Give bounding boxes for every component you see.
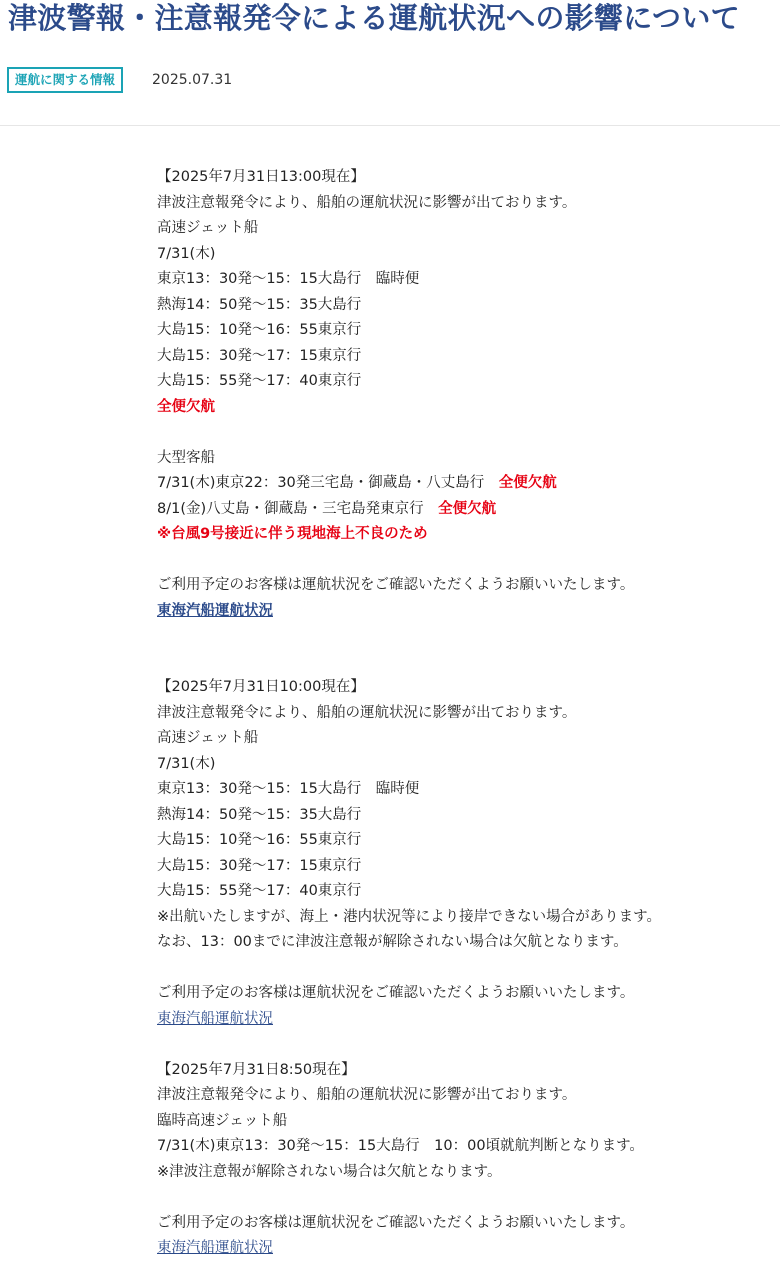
spacer — [157, 1032, 767, 1058]
spacer — [157, 1185, 767, 1211]
spacer — [157, 548, 767, 574]
jet-trip: 大島15：30発～17：15東京行 — [157, 347, 362, 364]
spacer — [157, 956, 767, 982]
jet-trip: 大島15：55発～17：40東京行 — [157, 373, 362, 389]
update-intro: 津波注意報発令により、船舶の運航状況に影響が出ております。 — [157, 1087, 577, 1103]
large-ship-trip-text: 7/31(木)東京22：30発三宅島・御蔵島・八丈島行 — [157, 475, 485, 491]
page-title: 津波警報・注意報発令による運航状況への影響について — [8, 1, 740, 35]
update-timestamp: 【2025年7月31日8:50現在】 — [157, 1061, 356, 1078]
jet-trip: 熱海14：50発～15：35大島行 — [157, 296, 362, 313]
jet-trip: 大島15：10発～16：55東京行 — [157, 322, 362, 338]
update-1300 — [157, 165, 767, 675]
large-ship-cancel-status: 全便欠航 — [438, 500, 497, 517]
update-intro: 津波注意報発令により、船舶の運航状況に影響が出ております。 — [157, 194, 577, 211]
update-0850 — [157, 1058, 767, 1262]
large-ship-trip-text: 8/1(金)八丈島・御蔵島・三宅島発東京行 — [157, 500, 424, 517]
jet-trip: 大島15：10発～16：55東京行 — [157, 832, 362, 848]
update-timestamp: 【2025年7月31日13:00現在】 — [157, 169, 365, 185]
spacer — [157, 420, 767, 446]
spacer — [157, 624, 767, 650]
typhoon-note: ※台風9号接近に伴う現地海上不良のため — [157, 526, 428, 542]
jet-heading: 高速ジェット船 — [157, 730, 259, 746]
jet-cancel-status: 全便欠航 — [157, 398, 215, 415]
spacer — [157, 650, 767, 676]
request-text: ご利用予定のお客様は運航状況をご確認いただくようお願いいたします。 — [157, 985, 635, 1001]
operation-status-link[interactable]: 東海汽船運航状況 — [157, 1240, 273, 1256]
jet-date: 7/31(木) — [157, 755, 216, 772]
operation-status-link[interactable]: 東海汽船運航状況 — [157, 602, 273, 619]
category-tag[interactable]: 運航に関する情報 — [7, 67, 123, 93]
large-ship-trip — [157, 497, 767, 523]
cancel-condition-note: ※津波注意報が解除されない場合は欠航となります。 — [157, 1163, 502, 1180]
update-timestamp: 【2025年7月31日10:00現在】 — [157, 679, 365, 695]
jet-heading: 高速ジェット船 — [157, 220, 259, 236]
docking-note: ※出航いたしますが、海上・港内状況等により接岸できない場合があります。 — [157, 908, 661, 925]
large-ship-cancel-status: 全便欠航 — [498, 475, 557, 491]
jet-trip: 7/31(木)東京13：30発～15：15大島行 10：00頃就航判断となります。 — [157, 1138, 644, 1154]
cancel-condition-note: なお、13：00までに津波注意報が解除されない場合は欠航となります。 — [157, 934, 628, 950]
request-text: ご利用予定のお客様は運航状況をご確認いただくようお願いいたします。 — [157, 577, 635, 593]
jet-trip: 大島15：30発～17：15東京行 — [157, 857, 362, 874]
jet-date: 7/31(木) — [157, 245, 216, 262]
request-text: ご利用予定のお客様は運航状況をご確認いただくようお願いいたします。 — [157, 1214, 635, 1231]
jet-trip: 東京13：30発～15：15大島行 臨時便 — [157, 271, 420, 287]
jet-trip: 東京13：30発～15：15大島行 臨時便 — [157, 781, 420, 797]
update-intro: 津波注意報発令により、船舶の運航状況に影響が出ております。 — [157, 704, 577, 721]
large-ship-trip — [157, 471, 767, 497]
jet-heading: 臨時高速ジェット船 — [157, 1112, 288, 1129]
article-body — [157, 165, 767, 1262]
post-date: 2025.07.31 — [152, 72, 233, 88]
jet-trip: 熱海14：50発～15：35大島行 — [157, 806, 362, 823]
operation-status-link[interactable]: 東海汽船運航状況 — [157, 1010, 273, 1027]
jet-trip: 大島15：55発～17：40東京行 — [157, 883, 362, 899]
large-ship-heading: 大型客船 — [157, 449, 215, 466]
page-header — [0, 0, 780, 126]
update-1000 — [157, 675, 767, 1058]
